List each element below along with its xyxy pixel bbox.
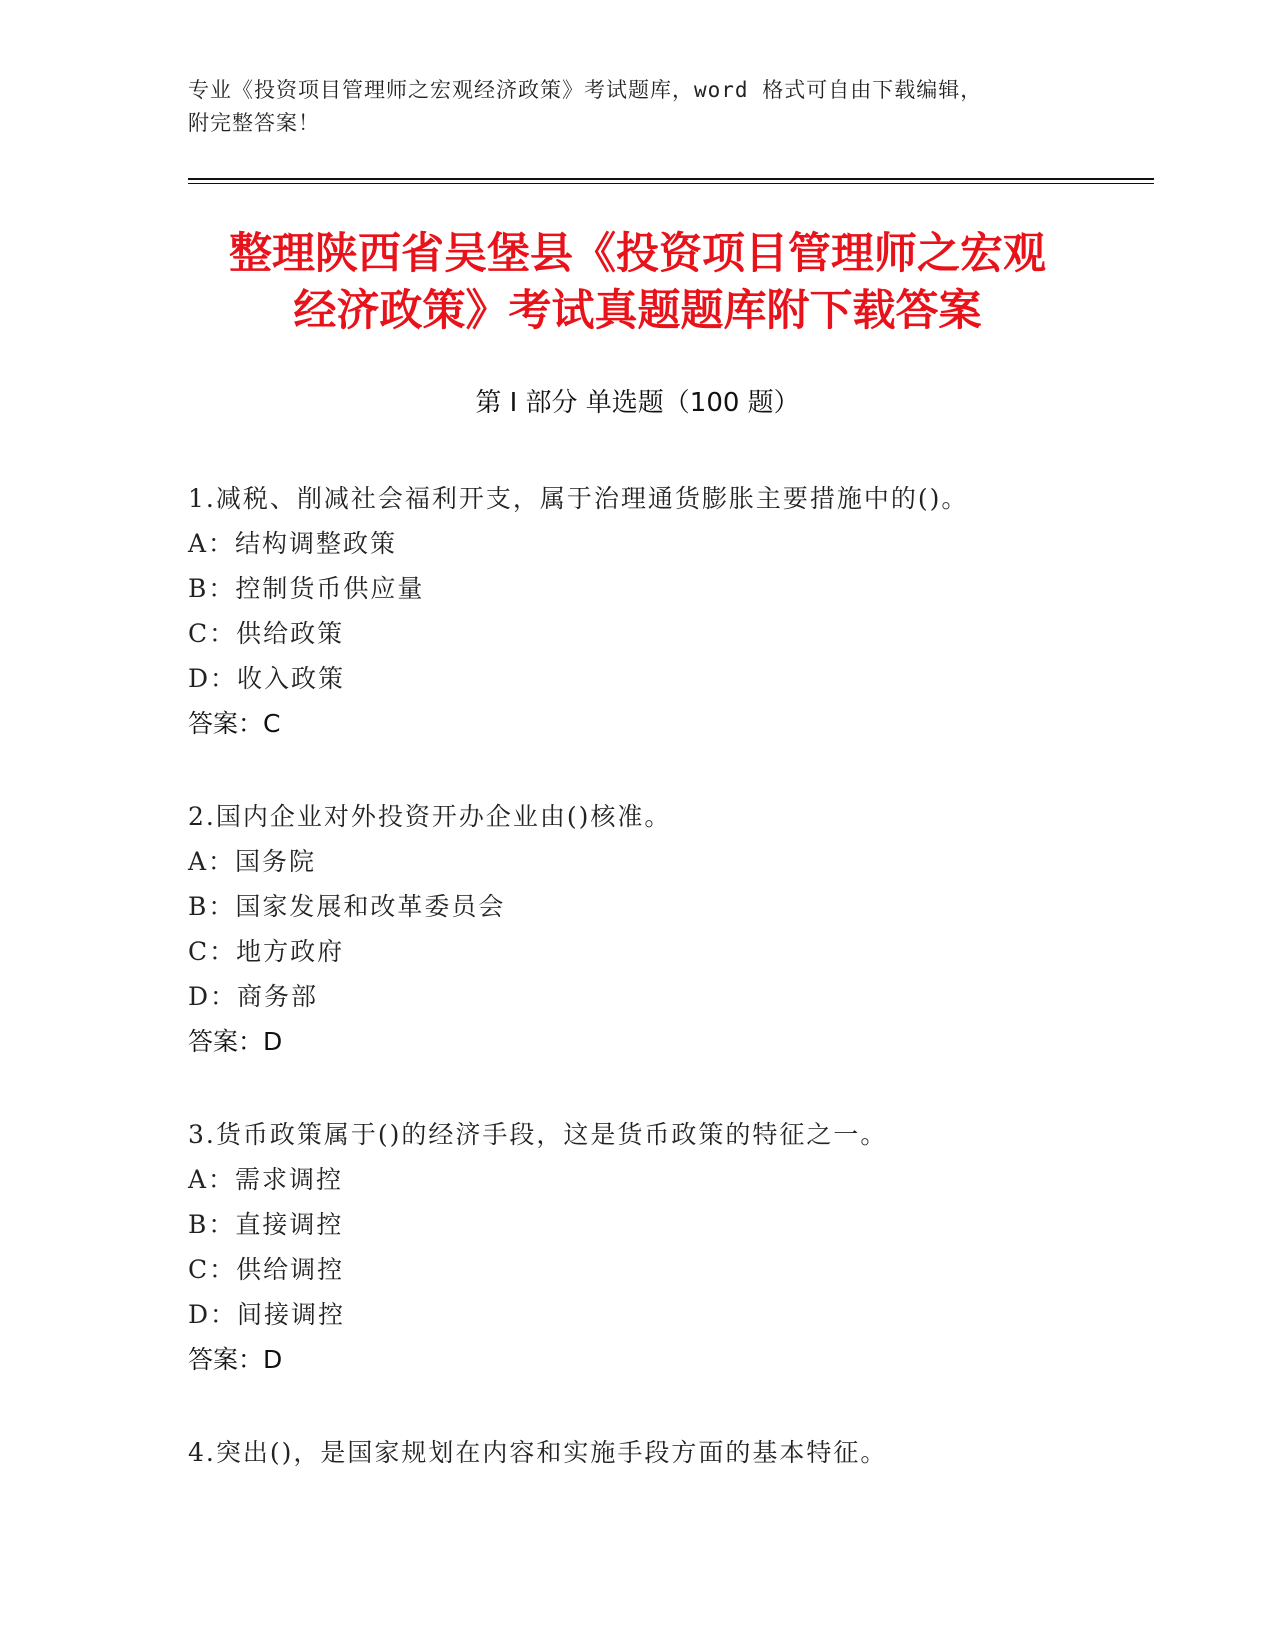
document-title-line-1: 整理陕西省吴堡县《投资项目管理师之宏观	[229, 229, 1046, 279]
question-1	[188, 476, 1168, 746]
answer: 答案：D	[188, 1345, 283, 1374]
question-stem: 3.货币政策属于()的经济手段，这是货币政策的特征之一。	[188, 1120, 888, 1149]
answer: 答案：C	[188, 709, 281, 738]
option-a: A：国务院	[188, 847, 317, 876]
option-d: D：间接调控	[188, 1300, 346, 1329]
question-stem: 4.突出()，是国家规划在内容和实施手段方面的基本特征。	[188, 1438, 888, 1467]
option-b: B：直接调控	[188, 1210, 344, 1239]
option-a: A：需求调控	[188, 1165, 344, 1194]
question-list	[188, 476, 1168, 1523]
option-c: C：供给政策	[188, 619, 345, 648]
option-a: A：结构调整政策	[188, 529, 398, 558]
header-note	[188, 74, 1068, 140]
answer: 答案：D	[188, 1027, 283, 1056]
option-d: D：收入政策	[188, 664, 346, 693]
question-stem: 1.减税、削减社会福利开支，属于治理通货膨胀主要措施中的()。	[188, 484, 969, 513]
option-c: C：地方政府	[188, 937, 345, 966]
question-2	[188, 794, 1168, 1064]
document-title-line-2: 经济政策》考试真题题库附下载答案	[293, 286, 982, 336]
header-note-line-2: 附完整答案！	[188, 111, 320, 135]
header-divider-thick	[188, 178, 1154, 180]
header-divider-thin	[188, 183, 1154, 184]
header-note-line-1: 专业《投资项目管理师之宏观经济政策》考试题库，word 格式可自由下载编辑，	[188, 78, 983, 102]
question-stem: 2.国内企业对外投资开办企业由()核准。	[188, 802, 672, 831]
option-b: B：国家发展和改革委员会	[188, 892, 506, 921]
question-4	[188, 1430, 1168, 1475]
option-c: C：供给调控	[188, 1255, 345, 1284]
option-b: B：控制货币供应量	[188, 574, 425, 603]
document-title	[150, 226, 1125, 340]
question-3	[188, 1112, 1168, 1382]
section-heading: 第 I 部分 单选题（100 题）	[475, 388, 800, 418]
option-d: D：商务部	[188, 982, 319, 1011]
